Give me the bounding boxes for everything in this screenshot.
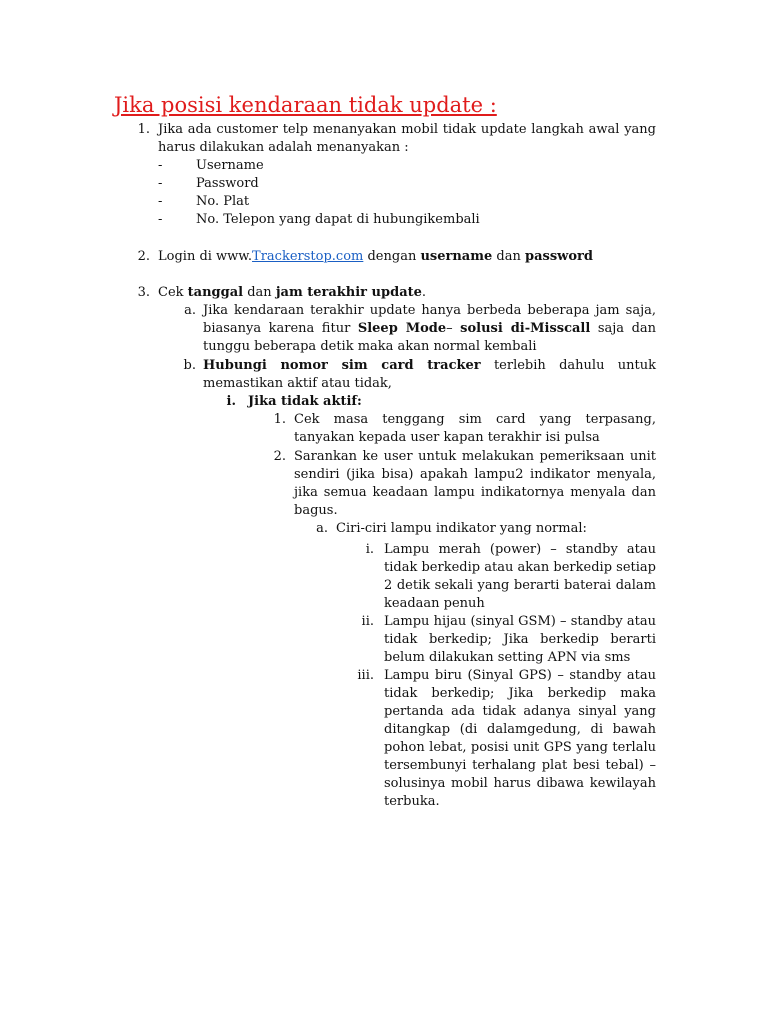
step-1-text: Jika ada customer telp menanyakan mobil tidak update langkah awal yang harus dilakukan adalah menanyakan : — [158, 122, 656, 155]
step-3a-marker: a. — [184, 303, 196, 318]
jam-text: jam terakhir update — [275, 285, 422, 300]
tanggal-text: tanggal — [187, 285, 244, 300]
ciri-text: Ciri-ciri lampu indikator yang normal: — [336, 521, 587, 536]
hubungi-text: Hubungi nomor sim card tracker — [203, 358, 481, 373]
lampu-biru-text: Lampu biru (Sinyal GPS) – standby atau tidak berkedip; Jika berkedip maka pertanda ada tidak adanya sinyal yang ditangkap (di dalamgedung, di bawah pohon lebat, posisi unit GPS yang terlalu tersembunyi terhalang plat besi tebal) – solusinya mobil harus dibawa kewilayah terbuka. — [384, 668, 656, 809]
sub-2-text: Sarankan ke user untuk melakukan pemeriksaan unit sendiri (jika bisa) apakah lampu2 indikator menyala, jika semua keadaan lampu indikatornya menyala dan bagus. — [294, 449, 656, 518]
tidak-aktif-label: Jika tidak aktif: — [248, 394, 362, 409]
cek-text: Cek — [158, 285, 184, 300]
page-title: Jika posisi kendaraan tidak update : — [114, 93, 497, 117]
step-3b-marker: b. — [183, 358, 196, 373]
roman-i-marker: i. — [226, 394, 236, 409]
sub-1-text: Cek masa tenggang sim card yang terpasang, tanyakan kepada user kapan terakhir isi pulsa — [294, 412, 656, 445]
bullet: - — [158, 176, 163, 191]
bullet: - — [158, 212, 163, 227]
misscall-text: solusi di-Misscall — [460, 321, 591, 336]
dan-text: dan — [247, 285, 272, 300]
trackerstop-link[interactable]: Trackerstop.com — [252, 249, 364, 264]
bullet: - — [158, 194, 163, 209]
lampu-hijau-text: Lampu hijau (sinyal GSM) – standby atau tidak berkedip; Jika berkedip berarti belum dilakukan setting APN via sms — [384, 614, 656, 665]
step-1-marker: 1. — [137, 122, 150, 137]
password-text: password — [525, 249, 593, 264]
username-text: username — [420, 249, 493, 264]
step-2-marker: 2. — [137, 249, 150, 264]
lampu-biru-marker: iii. — [357, 668, 374, 683]
step-2-text — [158, 248, 593, 266]
period: . — [421, 285, 427, 300]
step-3a-text: Jika kendaraan terakhir update hanya berbeda beberapa jam saja, biasanya karena fitur Sleep Mode– solusi di-Misscall saja dan tunggu beberapa detik maka akan normal kembali — [203, 303, 657, 354]
login-prefix: Login di www. — [158, 249, 253, 264]
lampu-merah-text: Lampu merah (power) – standby atau tidak berkedip atau akan berkedip setiap 2 detik sekali yang berarti baterai dalam keadaan penuh — [384, 542, 656, 611]
item-username: Username — [196, 158, 264, 173]
item-telepon: No. Telepon yang dapat di hubungikembali — [196, 212, 480, 227]
ciri-marker: a. — [316, 521, 328, 536]
lampu-merah-marker: i. — [365, 542, 374, 557]
item-password: Password — [196, 176, 259, 191]
dan-text: dan — [496, 249, 521, 264]
dengan-text: dengan — [367, 249, 417, 264]
step-3b-text: Hubungi nomor sim card tracker terlebih dahulu untuk memastikan aktif atau tidak, — [203, 358, 656, 391]
sub-2-marker: 2. — [273, 449, 286, 464]
sleep-mode-text: Sleep Mode — [357, 321, 447, 336]
lampu-hijau-marker: ii. — [361, 614, 374, 629]
item-plat: No. Plat — [196, 194, 250, 209]
step-3-text — [158, 284, 426, 302]
step-3-marker: 3. — [137, 285, 150, 300]
bullet: - — [158, 158, 163, 173]
sub-1-marker: 1. — [273, 412, 286, 427]
